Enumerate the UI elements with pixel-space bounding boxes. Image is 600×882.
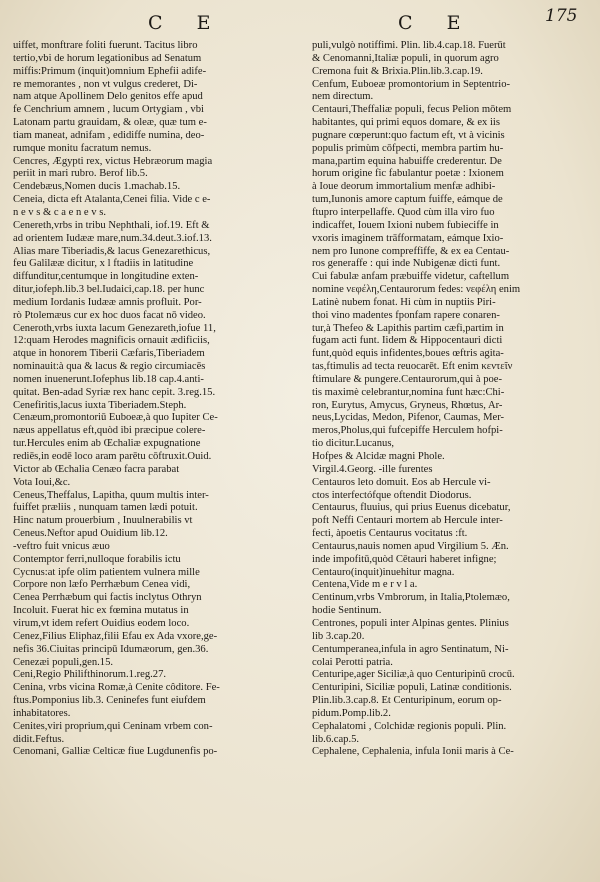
text-line: tur,à Thefeo & Lapithis partim cæfi,partim in — [312, 322, 504, 334]
text-line: puli,vulgò notiffimi. Plin. lib.4.cap.18. Fuerūt — [312, 40, 506, 51]
text-line: periit in mari rubro. Berof lib.5. — [13, 168, 148, 180]
text-line: Cenez,Filius Eliphaz,filii Efau ex Ada vxore,ge- — [13, 630, 218, 642]
text-line: Corpore non læfo Perrhæbum Cenea vidi, — [13, 579, 191, 591]
text-line: Cenezæi populi,gen.15. — [13, 656, 114, 668]
text-line: fecti, àpoetis Centaurus vocitatus :ft. — [312, 528, 468, 540]
text-line: mana,partim equina habuiffe crederentur. De — [312, 155, 502, 167]
text-line: lib 3.cap.20. — [312, 630, 365, 642]
page-number: 175 — [545, 6, 578, 26]
text-line: uiffet, monftrare foliti fuerunt. Tacitus libro — [13, 40, 198, 51]
text-line: Centena,Vide m e r v l a. — [312, 579, 418, 591]
text-line: Cenereth,vrbs in tribu Nephthali, iof.19. Eft & — [13, 219, 210, 231]
text-line: ditur,iofeph.lib.3 bel.Iudaici,cap.18. per hunc — [13, 284, 205, 296]
text-line: Cenites,viri proprium,qui Ceninam vrbem con- — [13, 720, 213, 732]
text-line: re memorantes , non vt vulgus crederet, Di- — [13, 78, 198, 90]
text-line: pidum.Pomp.lib.2. — [312, 707, 391, 719]
text-line: indicaffet, Iouem Ixioni nubem fubieciffe in — [312, 219, 499, 231]
text-line: tertio,vbi de horum legationibus ad Senatum — [13, 52, 202, 64]
text-line: Cenomani, Galliæ Celticæ fiue Lugdunenfis po- — [13, 746, 218, 758]
text-line: Centauro(inquit)inuehitur magna. — [312, 566, 455, 578]
text-line: nefis 36.Ciuitas principū Idumæorum, gen.36. — [13, 643, 209, 655]
text-line: rò Ptolemæus cur ex hoc duos facat nō video. — [13, 309, 206, 321]
text-line: Centauros leto domuit. Eos ab Hercule vi- — [312, 476, 491, 488]
text-line: Alias mare Tiberiadis,& lacus Genezarethicus, — [13, 245, 211, 257]
text-line: funt,quòd equis infidentes,boues œftris agita- — [312, 348, 504, 360]
text-line: tum,Iunonis amore captum fuiffe, eámque de — [312, 194, 503, 206]
text-line: pugnare cœperunt:quo factum eft, vt à vicinis — [312, 129, 505, 141]
header-right-letters: C E — [398, 12, 475, 34]
text-line: ftus.Pomponius lib.3. Ceninefes funt eiufdem — [13, 695, 206, 707]
text-line: ron, Eurytus, Amycus, Gryneus, Rhœtus, Ar- — [312, 399, 503, 411]
text-line: Centaurus, fluuius, qui prius Euenus dicebatur, — [312, 502, 511, 514]
text-line: Centumperanea,infula in agro Sentinatum, Ni- — [312, 643, 509, 655]
text-line: Latinè nubem fonat. Hi cùm in nuptiis Piri- — [312, 296, 496, 308]
text-line: Plin.lib.3.cap.8. Et Centuripinum, eorum op- — [312, 695, 502, 707]
text-line: feu Galilææ dicitur, x l ftadiis in latitudine — [13, 258, 194, 270]
text-line: miffis:Primum (inquit)omnium Ephefii adife- — [13, 65, 207, 77]
text-line: Incoluit. Fuerat hic ex fœmina mutatus in — [13, 605, 189, 617]
text-line: quitat. Ben-adad Syriæ rex hanc cepit. 3.reg.15. — [13, 386, 216, 398]
text-line: tis maximè celebrantur,nomina funt hæc:Chi- — [312, 386, 505, 398]
text-line: Centuripe,ager Siciliæ,à quo Centuripinū crocū. — [312, 669, 515, 681]
text-line: Ceneus,Theffalus, Lapitha, quum multis inter- — [13, 489, 209, 501]
text-line: Cenæum,promontoriū Euboeæ,à quo Iupiter Ce- — [13, 412, 218, 424]
text-line: ftimulare & pungere.Centaurorum,qui à poe- — [312, 373, 503, 385]
text-line: Centinum,vrbs Vmbrorum, in Italia,Ptolemæo, — [312, 592, 510, 604]
text-line: Hofpes & Alcidæ magni Phole. — [312, 451, 445, 462]
text-line: fe Cenchrium amnem , lucum Ortygiam , vbi — [13, 104, 204, 116]
text-line: Victor ab Œchalia Cenæo facra parabat — [13, 463, 180, 475]
text-line: Centuripini, Siciliæ populi, Latinæ conditionis. — [312, 682, 512, 694]
text-line: -veftro fuit vnicus æuo — [13, 540, 110, 552]
text-line: meros,Pholus,qui fufcepiffe Herculem hofpi- — [312, 425, 503, 437]
text-line: Contemptor ferri,nulloque forabilis ictu — [13, 553, 181, 565]
text-line: neus,Lycidas, Medon, Pifenor, Caumas, Mer- — [312, 412, 505, 424]
text-line: ad orientem Iudææ mare,num.34.deut.3.iof.13. — [13, 232, 212, 244]
text-line: Cephalatomi , Colchidæ regionis populi. Plin. — [312, 720, 507, 732]
header-left-letters: C E — [148, 12, 225, 34]
text-line: Ceneroth,vrbs iuxta lacum Genezareth,iofue 11, — [13, 322, 216, 334]
text-line: nem directum. — [312, 91, 374, 103]
text-line: Cui fabulæ anfam præbuiffe videtur, caftellum — [312, 271, 510, 283]
left-column — [13, 40, 283, 759]
text-line: & Cenomanni,Italiæ populi, in quorum agro — [312, 52, 499, 64]
text-line: virum,vt idem refert Ouidius eodem loco. — [13, 617, 190, 629]
text-line: rumque monitu facratum nemus. — [13, 142, 152, 154]
text-line: horum origine fic fabulantur poetæ : Ixionem — [312, 168, 504, 180]
text-line: inhabitatores. — [13, 707, 71, 719]
text-line: fuiffet præliis , nunquam tamen lædi potuit. — [13, 502, 198, 514]
text-line: nem pro Iunone compreffiffe, & ex ea Centau- — [312, 245, 510, 257]
text-line: Cephalene, Cephalenia, infula Ionii maris à Ce- — [312, 746, 514, 758]
text-line: tas,ftimulis ad tecta reuocarēt. Eft enim κεντεῖν — [312, 361, 513, 373]
text-line: rediēs,in eodē loco aram parētu cōftruxit.Ouid. — [13, 451, 212, 462]
text-line: Cenea Perrhæbum qui factis inclytus Othryn — [13, 592, 202, 604]
text-line: Ceni,Regio Philifthinorum.1.reg.27. — [13, 669, 167, 681]
text-line: Cenina, vrbs vicina Romæ,à Cenite côditore. Fe- — [13, 682, 220, 694]
text-line: lib.6.cap.5. — [312, 733, 360, 745]
text-line: tur.Hercules enim ab Œchaliæ expugnatione — [13, 438, 201, 450]
text-line: ctos interfectófque oftendit Diodorus. — [312, 489, 472, 501]
text-line: ftupro interpellaffe. Quod cùm illa viro fuo — [312, 206, 495, 218]
text-line: ros generaffe : qui inde Nubigenæ dicti funt. — [312, 258, 501, 270]
text-line: à Ioue deorum immortalium menfæ adhibi- — [312, 181, 496, 193]
text-line: Virgil.4.Georg. -ille furentes — [312, 463, 433, 475]
text-line: Centauri,Theffaliæ populi, fecus Pelion mōtem — [312, 104, 512, 116]
text-line: poft Neffi Centauri mortem ab Hercule inter- — [312, 515, 503, 527]
text-line: habitantes, qui primi equos domare, & ex iis — [312, 117, 501, 129]
text-line: nomen inuenerunt.Iofephus lib.18 cap.4.anti- — [13, 373, 204, 385]
text-line: Centrones, populi inter Alpinas gentes. Plinius — [312, 617, 509, 629]
text-line: Cenfum, Euboeæ promontorium in Septentrio- — [312, 78, 511, 90]
text-line: hodie Sentinum. — [312, 605, 382, 617]
text-line: næus appellatus eft,quòd ibi præcipue colere- — [13, 425, 206, 437]
text-line: vxoris imaginem trāfformatam, eámque Ixio- — [312, 232, 504, 244]
text-line: atque in honorem Tiberii Cæfaris,Tiberiadem — [13, 348, 205, 360]
text-line: Cycnus:at ipfe olim patientem vulnera mille — [13, 566, 200, 578]
running-header — [0, 6, 600, 40]
right-column — [312, 40, 590, 759]
text-line: Ceneus.Neftor apud Ouidium lib.12. — [13, 528, 168, 540]
text-line: 12:quam Herodes magnificis ornauit ædificiis, — [13, 335, 210, 347]
text-line: colai Perotti patria. — [312, 656, 393, 668]
text-line: Cremona fuit & Brixia.Plin.lib.3.cap.19. — [312, 65, 483, 77]
text-line: nam atque Apollinem Delo genitos effe apud — [13, 91, 203, 103]
text-line: medium Iordanis Iudææ amnis profluit. Por- — [13, 296, 202, 308]
text-line: nominauit:à qua & lacus & regio circumiacēs — [13, 361, 206, 373]
text-line: tiam maneat, adnifam , edidiffe numina, deo- — [13, 129, 205, 141]
text-line: inde impofitū,quòd Cētauri haberet infigne; — [312, 553, 497, 565]
text-line: diffunditur,centumque in longitudine exten- — [13, 271, 199, 283]
text-line: Cenefiritis,lacus iuxta Tiberiadem.Steph. — [13, 399, 187, 411]
text-line: fugam acti funt. Iidem & Hippocentauri dicti — [312, 335, 503, 347]
text-line: thoi vino madentes fponfam rapere conaren- — [312, 309, 500, 321]
text-line: n e v s & c a e n e v s. — [13, 206, 106, 218]
text-line: Vota Ioui,&c. — [13, 476, 71, 488]
text-line: Cendebæus,Nomen ducis 1.machab.15. — [13, 181, 181, 193]
text-line: populis primùm cōfpecti, membra partim hu- — [312, 142, 504, 154]
text-line: Ceneia, dicta eft Atalanta,Cenei filia. Vide c e- — [13, 194, 211, 206]
text-line: Centaurus,nauis nomen apud Virgilium 5. Æn. — [312, 540, 509, 552]
text-line: Latonam partu grauidam, & oleæ, quæ tum e- — [13, 117, 207, 129]
text-line: Hinc natum prouerbium , Inuulnerabilis vt — [13, 515, 193, 527]
text-line: nomine νεφέλη,Centaurorum fedes: νεφέλη enim — [312, 284, 521, 296]
text-line: didit.Feftus. — [13, 733, 65, 745]
text-line: Cencres, Ægypti rex, victus Hebræorum magia — [13, 155, 213, 167]
text-line: tio dicitur.Lucanus, — [312, 438, 395, 450]
